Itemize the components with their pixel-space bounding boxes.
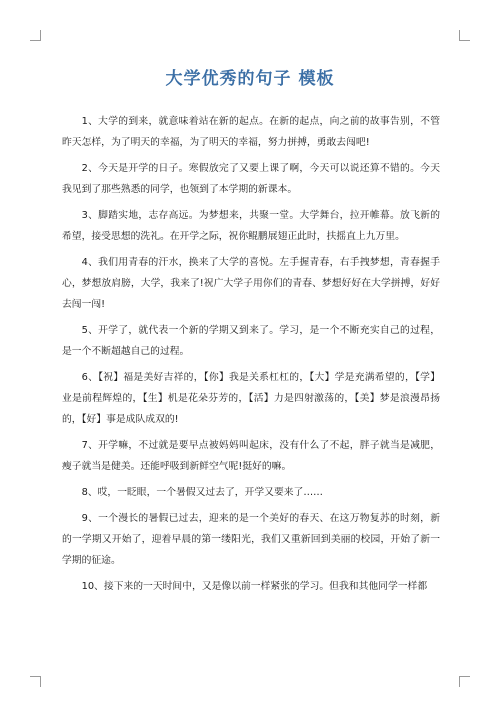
paragraph: 10、接下来的一天时间中，又是像以前一样紧张的学习。但我和其他同学一样都 (81, 581, 428, 592)
paragraph: 8、哎，一眨眼，一个暑假又过去了，开学又要来了…… (81, 487, 323, 498)
paragraph: 1、大学的到来，就意味着站在新的起点。在新的起点，向之前的故事告别，不管昨天怎样，为了明天的幸福，为了明天的幸福，努力拼搏，勇敢去闯吧! (62, 116, 440, 148)
paragraph: 9、一个漫长的暑假已过去，迎来的是一个美好的春天、在这万物复苏的时刻，新的一学期又开始了，迎着早晨的第一缕阳光，我们又重新回到美丽的校园，开始了新一学期的征途。 (62, 513, 440, 566)
document-body (62, 111, 440, 602)
paragraph: 3、脚踏实地，志存高远。为梦想来，共聚一堂。大学舞台，拉开帷幕。放飞新的希望，接受思想的洗礼。在开学之际，祝你鲲鹏展翅正此时，扶摇直上九万里。 (62, 210, 440, 242)
document-title: 大学优秀的句子 模板 (165, 69, 335, 89)
page-corner-mark-top-right (459, 30, 470, 41)
paragraph: 6、【祝】福是美好吉祥的，【你】我是关系杠杠的，【大】学是充满希望的，【学】业是前程辉煌的，【生】机是花朵芬芳的，【活】力是四射激荡的，【美】梦是浪漫昂扬的，【好】事是成队成双的! (62, 372, 440, 425)
paragraph: 5、开学了，就代表一个新的学期又到来了。学习，是一个不断充实自己的过程，是一个不断超越自己的过程。 (62, 325, 440, 357)
paragraph: 4、我们用青春的汗水，换来了大学的喜悦。左手握青春，右手拽梦想，青春握手心，梦想放肩膀，大学，我来了!祝广大学子用你们的青春、梦想好好在大学拼搏，好好去闯一闯! (62, 257, 440, 310)
page-corner-mark-bottom-right (459, 676, 470, 687)
paragraph: 2、今天是开学的日子。寒假放完了又要上课了啊，今天可以说还算不错的。今天我见到了那些熟悉的同学，也领到了本学期的新课本。 (62, 163, 440, 195)
page-corner-mark-bottom-left (30, 676, 41, 687)
paragraph: 7、开学嘛，不过就是要早点被妈妈叫起床，没有什么了不起，胖子就当是减肥，瘦子就当是健美。还能呼吸到新鲜空气呢!挺好的嘛。 (62, 440, 440, 472)
page-corner-mark-top-left (30, 30, 41, 41)
